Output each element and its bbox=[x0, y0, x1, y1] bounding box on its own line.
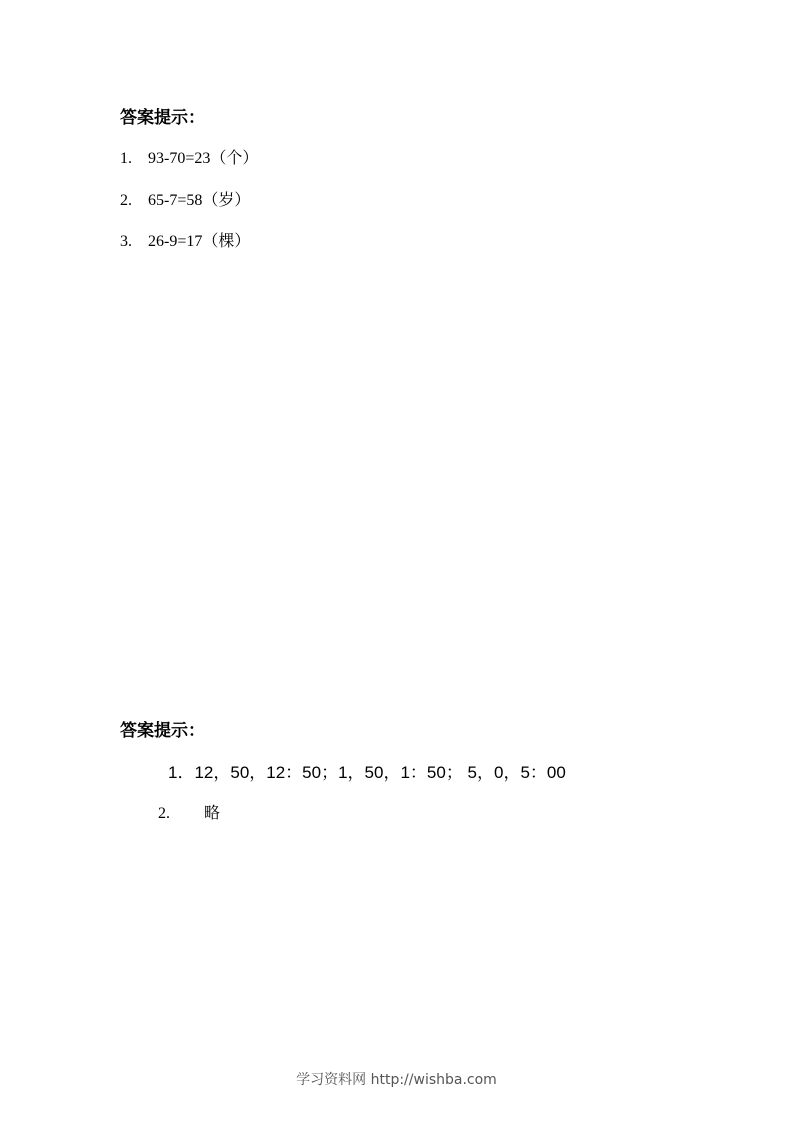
answer-item-2 bbox=[120, 191, 250, 211]
page-footer-watermark: 学习资料网 http://wishba.com bbox=[296, 1072, 497, 1088]
answer-item-text: 略 bbox=[204, 805, 221, 822]
answer-item-omitted bbox=[158, 804, 220, 824]
answer-item-text: 26-9=17（棵） bbox=[148, 233, 251, 250]
answer-item-number: 2. bbox=[158, 805, 170, 822]
answer-item-1 bbox=[120, 149, 258, 169]
answer-item-number: 2. bbox=[120, 192, 132, 209]
answer-item-text: 65-7=58（岁） bbox=[148, 192, 251, 209]
answer-item-text: 93-70=23（个） bbox=[148, 150, 259, 167]
answer-hint-heading-1: 答案提示： bbox=[120, 108, 205, 128]
answer-item-number: 3. bbox=[120, 233, 132, 250]
answer-item-number: 1. bbox=[120, 150, 132, 167]
answer-hint-heading-2: 答案提示： bbox=[120, 721, 205, 741]
answer-item-times bbox=[168, 763, 566, 783]
answer-item-3 bbox=[120, 232, 250, 252]
answer-item-text: 1．12，50，12：50；1，50，1：50； 5，0，5：00 bbox=[168, 763, 566, 782]
